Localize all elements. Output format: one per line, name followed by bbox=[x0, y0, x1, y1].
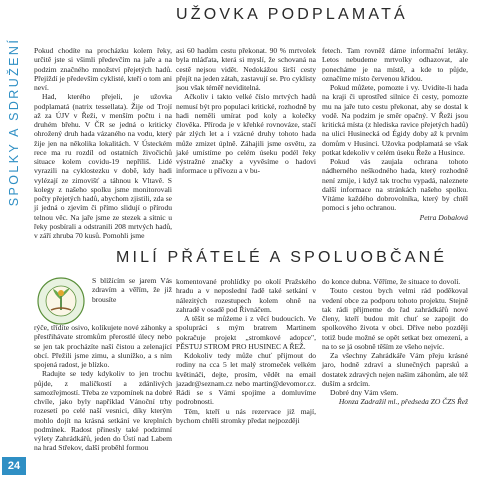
paragraph: Radujte se tedy kdykoliv to jen trochu půjde, z maličkostí a zdánlivých samozřejmostí. Třeba ze vzpomínek na dobré chvíle, jako byly například Vánoční trhy rozesetí po celé naší vesnici, díky kterým mohlo dojít na krásná setkání ve kreplních podmínek. Radost přinesly také podzimní výlety Zahrádkářů, jeden do Ústí nad Labem na hrad Střekov, další proběhl formou bbox=[34, 369, 172, 453]
article-title: MILÍ PŘÁTELÉ A SPOLUOBČANÉ bbox=[116, 249, 448, 266]
paragraph: A těšit se můžeme i z věcí budoucích. Ve spolupráci s mým bratrem Martinem pokračuje projekt „stromkové adopce", PĚSTUJ STROM PRO HUSINEC A ŘEŽ. bbox=[176, 314, 316, 351]
article2-column-1 bbox=[34, 323, 172, 453]
paragraph: Had, kterého přejeli, je užovka podplamatá (natrix tessellata). Žije od Trojí až za ÚJV v Řeži, v menším počtu i na druhém břehu. V ČR se jedná o kriticky ohrožený druh hada vázaného na vodu, který žije jen na několika lokalitách. V Ústeckém rece ma ru rozdíl od ostatních živočichů situace kolem covidu-19 nepříliš. Lidé vyrazili na cyklostezku v době, kdy hadi vylézají ze zimovišť a táhnou k Vltavě. S kolegy z našeho spolku jsme monitorovali počty přejetých hadů, abychom zjistili, zda se jí jedná o zjevím či přímo slidují o přírodu telnou věc. Na jaře jsme ze stezek a sítnic u řeky posbírali a odstranili 208 mrtvých hadů, v září zhruba 70 kusů. Pomohli jsme bbox=[34, 92, 172, 240]
article1-column-2 bbox=[176, 46, 316, 176]
article2-column-2 bbox=[176, 277, 316, 425]
article2-column-3 bbox=[322, 277, 468, 407]
paragraph: Touto cestou bych velmi rád poděkoval vedení obce za podporu tohoto projektu. Stejně tak rádi přijmeme do řad zahrádkářů nové členy, kteří budou mít chuť se zapojit do spolkového života v obci. Dříve nebo později totiž bude možné se opět setkat bez omezení, a na to se já osobně těším ze všeho nejvíc. bbox=[322, 286, 468, 351]
article1-column-1 bbox=[34, 46, 172, 240]
page-number: 24 bbox=[2, 457, 26, 475]
paragraph: S blížícím se jarem Vás zdravím a věřím, že již brousíte bbox=[92, 276, 172, 304]
signature: Honza Zadražil ml., předseda ZO ČZS Řež bbox=[338, 397, 468, 407]
paragraph: komentované prohlídky po okolí Pražského hradu a v neposlední řadě také setkání v nálezitých rozestupech kolem ohně na zahradě v osadě pod Řivnáčem. bbox=[176, 277, 316, 314]
article-title: UŽOVKA PODPLAMATÁ bbox=[176, 6, 408, 23]
paragraph: Pokud můžete, pomozte i vy. Uvidíte-li hada na kraji či uprostřed silnice či cesty, pomozte mu na jaře tuto cestu překonat, aby se dostal k vodě. Na podzim je směr opačný. V Řeži jsou kritická místa (z hlediska ravice přejetých hadů) na ulici Husinecká od Égidy doby až k prvním domům v Husinci. Užovka podplamatá se však potkat kdekoliv v celém úseku Řeže a Husince. bbox=[322, 83, 468, 157]
paragraph: do konce dubna. Věříme, že situace to dovolí. bbox=[322, 277, 461, 286]
signature: Petra Dobalová bbox=[419, 212, 468, 222]
paragraph: Těm, kteří u nás rezervace již mají, bychom chtěli stromky předat nejpozději bbox=[176, 406, 316, 425]
zahradkari-logo bbox=[36, 276, 86, 326]
paragraph: rýče, třídíte osivo, kolíkujete nové záhonky a přestřihávate stromkům přerostlé úlecy nebo se jen tak procházíte naší čistou a zelenající obcí. Přežili jsme zimu, a slunížko, a s ním spojená radost, je blízko. bbox=[34, 323, 172, 369]
paragraph: Pokud vás zaujala ochrana tohoto nádherného neškodného hada, který rozhodně není zmije, i když tak trochu vypadá, naleznete další informace na stránkách našeho spolku. Vítáme každého dobrovolníka, který by chtěl pomoci s jeho ochranou. bbox=[322, 157, 468, 213]
section-label: SPOLKY A SDRUŽENÍ bbox=[7, 37, 21, 207]
paragraph: Kdokoliv tedy může chuť přijmout do rodiny na cca 5 let malý stromeček velkém květináči, dejte, prosím, vědět na email jazadr@seznam.cz nebo martin@devomor.cz. Rádi se s Vámi spojíme a domluvíme podrobnosti. bbox=[176, 351, 316, 407]
paragraph: Ačkoliv i takto velké číslo mrtvých hadů nemusí být pro populaci kritické, rozhodně by hadi neměli umírat pod koly a kolečky člověka. Příroda je v křehké rovnováze, stačí pár zlých let a i vzácné druhy tohoto hada může zmizet úplně. Záhajili jsme osvětu, za jaké umístíme po celém úseku podél řeky výstražné značky a vyvěsíme o hadovi informace u přívozu a v bu- bbox=[176, 92, 316, 176]
article1-column-3 bbox=[322, 46, 468, 222]
article2-intro bbox=[92, 276, 172, 304]
paragraph: Za všechny Zahrádkáře Vám přeju krásné jaro, hodně zdraví a slunečných paprsků a dostatek zdravých nejen našim záhonům, ale též duším a srdcím. bbox=[322, 351, 468, 388]
paragraph: asi 60 hadům cestu překonat. 90 % mrtvolek byla mláďata, která si myslí, že schovaná na cestě nejsou vidět. Nedokážou širší cesty přejít na jeden zátah, zastavují se. Pro cyklisty jsou však téměř neviditelná. bbox=[176, 46, 316, 92]
paragraph: Dobré dny Vám všem. bbox=[330, 388, 399, 397]
paragraph: fetech. Tam rovněž dáme informační letáky. Letos nebudeme mrtvolky odhazovat, ale ponecháme je na místě, a kde to půjde, označíme místo červenou křídou. bbox=[322, 46, 468, 83]
sidebar bbox=[0, 0, 28, 480]
paragraph: Pokud chodíte na procházku kolem řeky, určitě jste si všimli předevčím na jaře a na podzim značného množství přejetých hadů. Přejíždí je především cyklisté, kteří o tom ani neví. bbox=[34, 46, 172, 92]
